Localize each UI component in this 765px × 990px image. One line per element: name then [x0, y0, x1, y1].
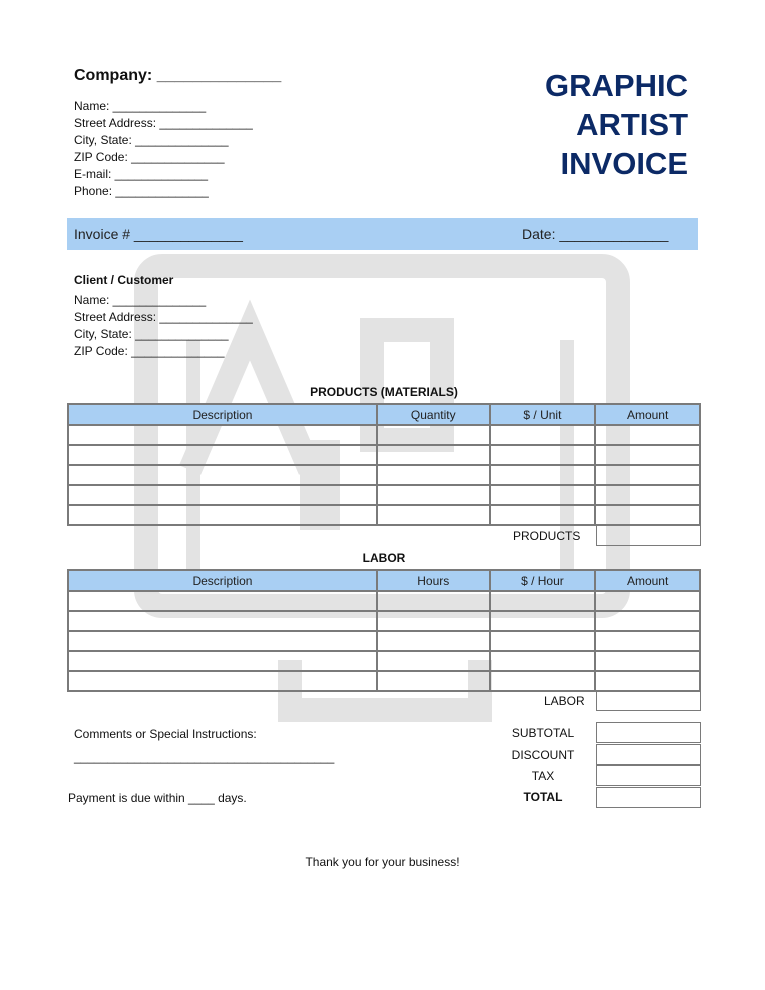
table-row[interactable]: [68, 465, 700, 485]
title-line: ARTIST: [576, 107, 688, 142]
company-name-field[interactable]: Name: ______________: [74, 99, 207, 113]
subtotal-label: SUBTOTAL: [511, 726, 575, 740]
tax-field[interactable]: [596, 765, 701, 786]
company-street-field[interactable]: Street Address: ______________: [74, 116, 253, 130]
table-row[interactable]: [68, 631, 700, 651]
invoice-bar: [67, 218, 698, 250]
table-row[interactable]: [68, 445, 700, 465]
comments-label: Comments or Special Instructions:: [74, 727, 257, 741]
total-label: TOTAL: [523, 790, 563, 804]
client-city-field[interactable]: City, State: ______________: [74, 327, 229, 341]
table-row[interactable]: [68, 425, 700, 445]
products-total-label: PRODUCTS: [513, 529, 581, 543]
client-street-field[interactable]: Street Address: ______________: [74, 310, 253, 324]
company-fields: [74, 98, 253, 200]
labor-heading: LABOR: [362, 551, 406, 565]
column-header: $ / Hour: [490, 570, 596, 591]
company-blank[interactable]: ______________: [156, 67, 282, 84]
table-header: [68, 404, 700, 425]
labor-total-label: LABOR: [544, 694, 585, 708]
column-header: $ / Unit: [490, 404, 596, 425]
table-row[interactable]: [68, 591, 700, 611]
date-field[interactable]: Date: ______________: [522, 226, 669, 242]
company-city-field[interactable]: City, State: ______________: [74, 133, 229, 147]
column-header: Hours: [377, 570, 490, 591]
table-row[interactable]: [68, 671, 700, 691]
invoice-title: [545, 66, 688, 183]
column-header: Amount: [595, 404, 700, 425]
client-heading: Client / Customer: [74, 273, 174, 287]
column-header: Quantity: [377, 404, 490, 425]
company-zip-field[interactable]: ZIP Code: ______________: [74, 150, 225, 164]
subtotal-field[interactable]: [596, 722, 701, 743]
table-row[interactable]: [68, 485, 700, 505]
column-header: Description: [68, 404, 377, 425]
client-fields: [74, 292, 253, 360]
company-line[interactable]: [74, 67, 281, 85]
discount-field[interactable]: [596, 744, 701, 765]
company-label: Company:: [74, 67, 153, 84]
products-table: [67, 403, 701, 526]
invoice-number-field[interactable]: Invoice # ______________: [74, 226, 243, 242]
discount-label: DISCOUNT: [511, 748, 575, 762]
table-row[interactable]: [68, 611, 700, 631]
tax-label: TAX: [531, 769, 555, 783]
labor-total-field[interactable]: [596, 690, 701, 711]
table-header: [68, 570, 700, 591]
column-header: Description: [68, 570, 377, 591]
labor-table: [67, 569, 701, 692]
company-phone-field[interactable]: Phone: ______________: [74, 184, 209, 198]
title-line: GRAPHIC: [545, 68, 688, 103]
title-line: INVOICE: [560, 146, 688, 181]
thank-you-note: Thank you for your business!: [305, 855, 460, 869]
client-name-field[interactable]: Name: ______________: [74, 293, 207, 307]
products-total-field[interactable]: [596, 525, 701, 546]
table-row[interactable]: [68, 651, 700, 671]
products-heading: PRODUCTS (MATERIALS): [310, 385, 458, 399]
table-row[interactable]: [68, 505, 700, 525]
total-field[interactable]: [596, 787, 701, 808]
company-email-field[interactable]: E-mail: ______________: [74, 167, 209, 181]
column-header: Amount: [595, 570, 700, 591]
comments-line[interactable]: _______________________________________: [74, 750, 335, 764]
payment-terms[interactable]: Payment is due within ____ days.: [68, 791, 247, 805]
client-zip-field[interactable]: ZIP Code: ______________: [74, 344, 225, 358]
